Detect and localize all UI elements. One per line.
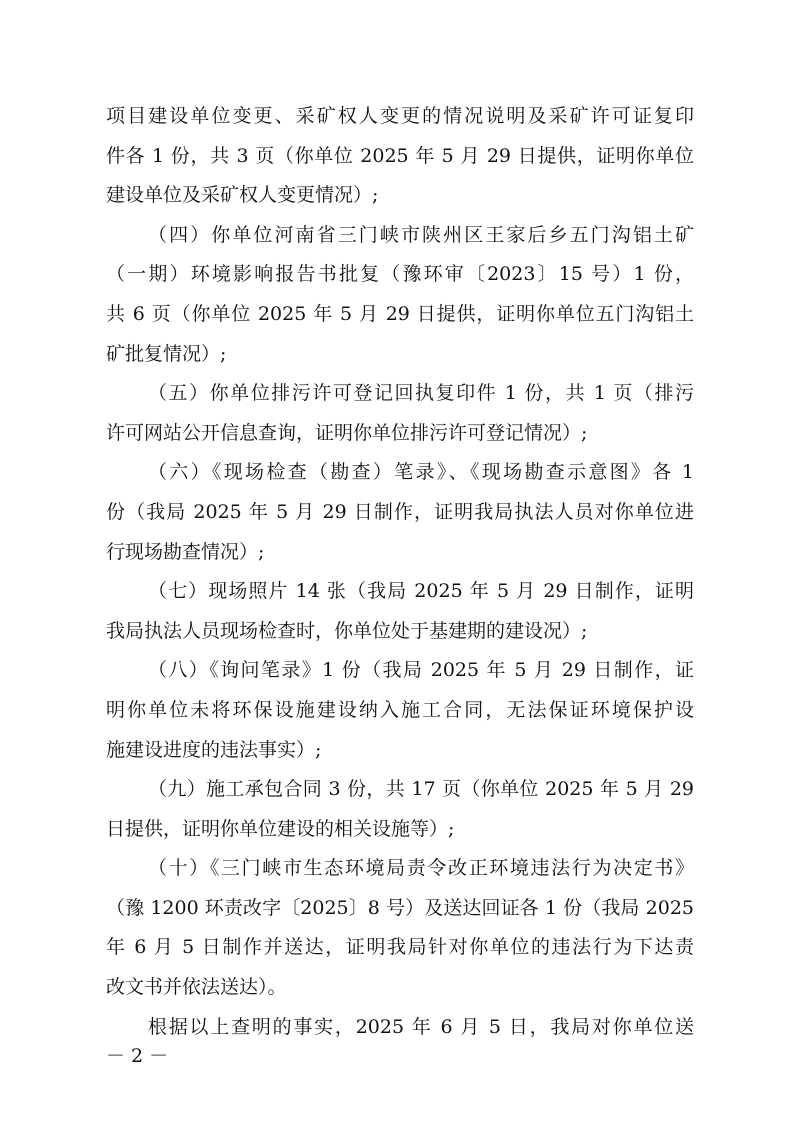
text-line-10: （六）《现场检查（勘查）笔录》、《现场勘查示意图》各 1 xyxy=(148,461,694,484)
text-line-5: （一期）环境影响报告书批复（豫环审〔2023〕15 号）1 份， xyxy=(106,263,694,286)
text-line-24: 根据以上查明的事实，2025 年 6 月 5 日，我局对你单位送 xyxy=(148,1015,694,1038)
text-line-21: （豫 1200 环责改字〔2025〕8 号）及送达回证各 1 份（我局 2025 xyxy=(106,896,694,919)
text-line-22: 年 6 月 5 日制作并送达，证明我局针对你单位的违法行为下达责 xyxy=(106,936,694,959)
text-line-11: 份（我局 2025 年 5 月 29 日制作，证明我局执法人员对你单位进 xyxy=(106,500,694,523)
page-number: － 2 － xyxy=(106,1045,169,1067)
text-line-8: （五）你单位排污许可登记回执复印件 1 份，共 1 页（排污 xyxy=(148,382,694,405)
text-line-16: 明你单位未将环保设施建设纳入施工合同，无法保证环境保护设 xyxy=(106,698,694,721)
document-body xyxy=(106,97,694,1047)
text-line-13: （七）现场照片 14 张（我局 2025 年 5 月 29 日制作，证明 xyxy=(148,580,694,603)
text-line-17: 施建设进度的违法事实）; xyxy=(106,738,322,761)
text-line-19: 日提供，证明你单位建设的相关设施等）; xyxy=(106,817,455,840)
text-line-7: 矿批复情况）; xyxy=(106,342,227,365)
text-line-20: （十）《三门峡市生态环境局责令改正环境违法行为决定书》 xyxy=(148,857,694,880)
text-line-9: 许可网站公开信息查询，证明你单位排污许可登记情况）; xyxy=(106,421,588,444)
text-line-12: 行现场勘查情况）; xyxy=(106,540,265,563)
text-line-3: 建设单位及采矿权人变更情况）; xyxy=(106,184,379,207)
text-line-14: 我局执法人员现场检查时，你单位处于基建期的建设况）; xyxy=(106,619,588,642)
text-line-6: 共 6 页（你单位 2025 年 5 月 29 日提供，证明你单位五门沟铝土 xyxy=(106,302,694,325)
text-line-1: 项目建设单位变更、采矿权人变更的情况说明及采矿许可证复印 xyxy=(106,105,694,127)
text-line-2: 件各 1 份，共 3 页（你单位 2025 年 5 月 29 日提供，证明你单位 xyxy=(106,144,694,167)
text-line-15: （八）《询问笔录》1 份（我局 2025 年 5 月 29 日制作，证 xyxy=(148,659,694,682)
text-line-23: 改文书并依法送达）。 xyxy=(106,976,287,999)
text-line-4: （四）你单位河南省三门峡市陕州区王家后乡五门沟铝土矿 xyxy=(148,223,694,246)
text-line-18: （九）施工承包合同 3 份，共 17 页（你单位 2025 年 5 月 29 xyxy=(148,778,694,801)
